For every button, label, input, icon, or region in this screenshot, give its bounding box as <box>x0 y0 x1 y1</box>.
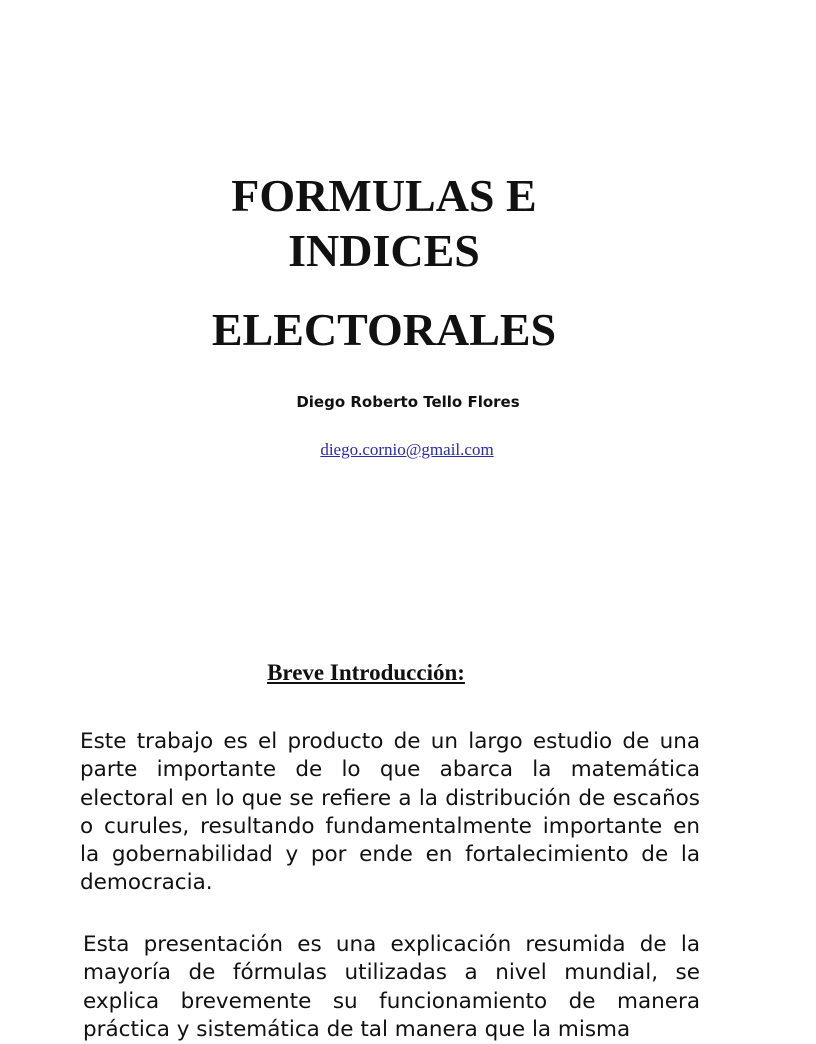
title-line-3: ELECTORALES <box>211 304 557 355</box>
intro-paragraph-2: Esta presentación es una explicación resumida de la mayoría de fórmulas utilizadas a nivel mundial, se explica brevemente su funcionamiento de manera práctica y sistemática de tal manera que la misma <box>83 932 700 1042</box>
author-name: Diego Roberto Tello Flores <box>296 393 520 411</box>
section-heading: Breve Introducción: <box>267 660 465 685</box>
author-email-link[interactable]: diego.cornio@gmail.com <box>320 440 494 459</box>
intro-paragraph-1: Este trabajo es el producto de un largo estudio de una parte importante de lo que abarca la matemática electoral en lo que se refiere a la distribución de escaños o curules, resultando fundamentalmente importante en la gobernabilidad y por ende en fortalecimiento de la democracia. <box>80 729 700 896</box>
title-line-1: FORMULAS E <box>231 170 537 221</box>
title-line-2: INDICES <box>288 225 480 276</box>
